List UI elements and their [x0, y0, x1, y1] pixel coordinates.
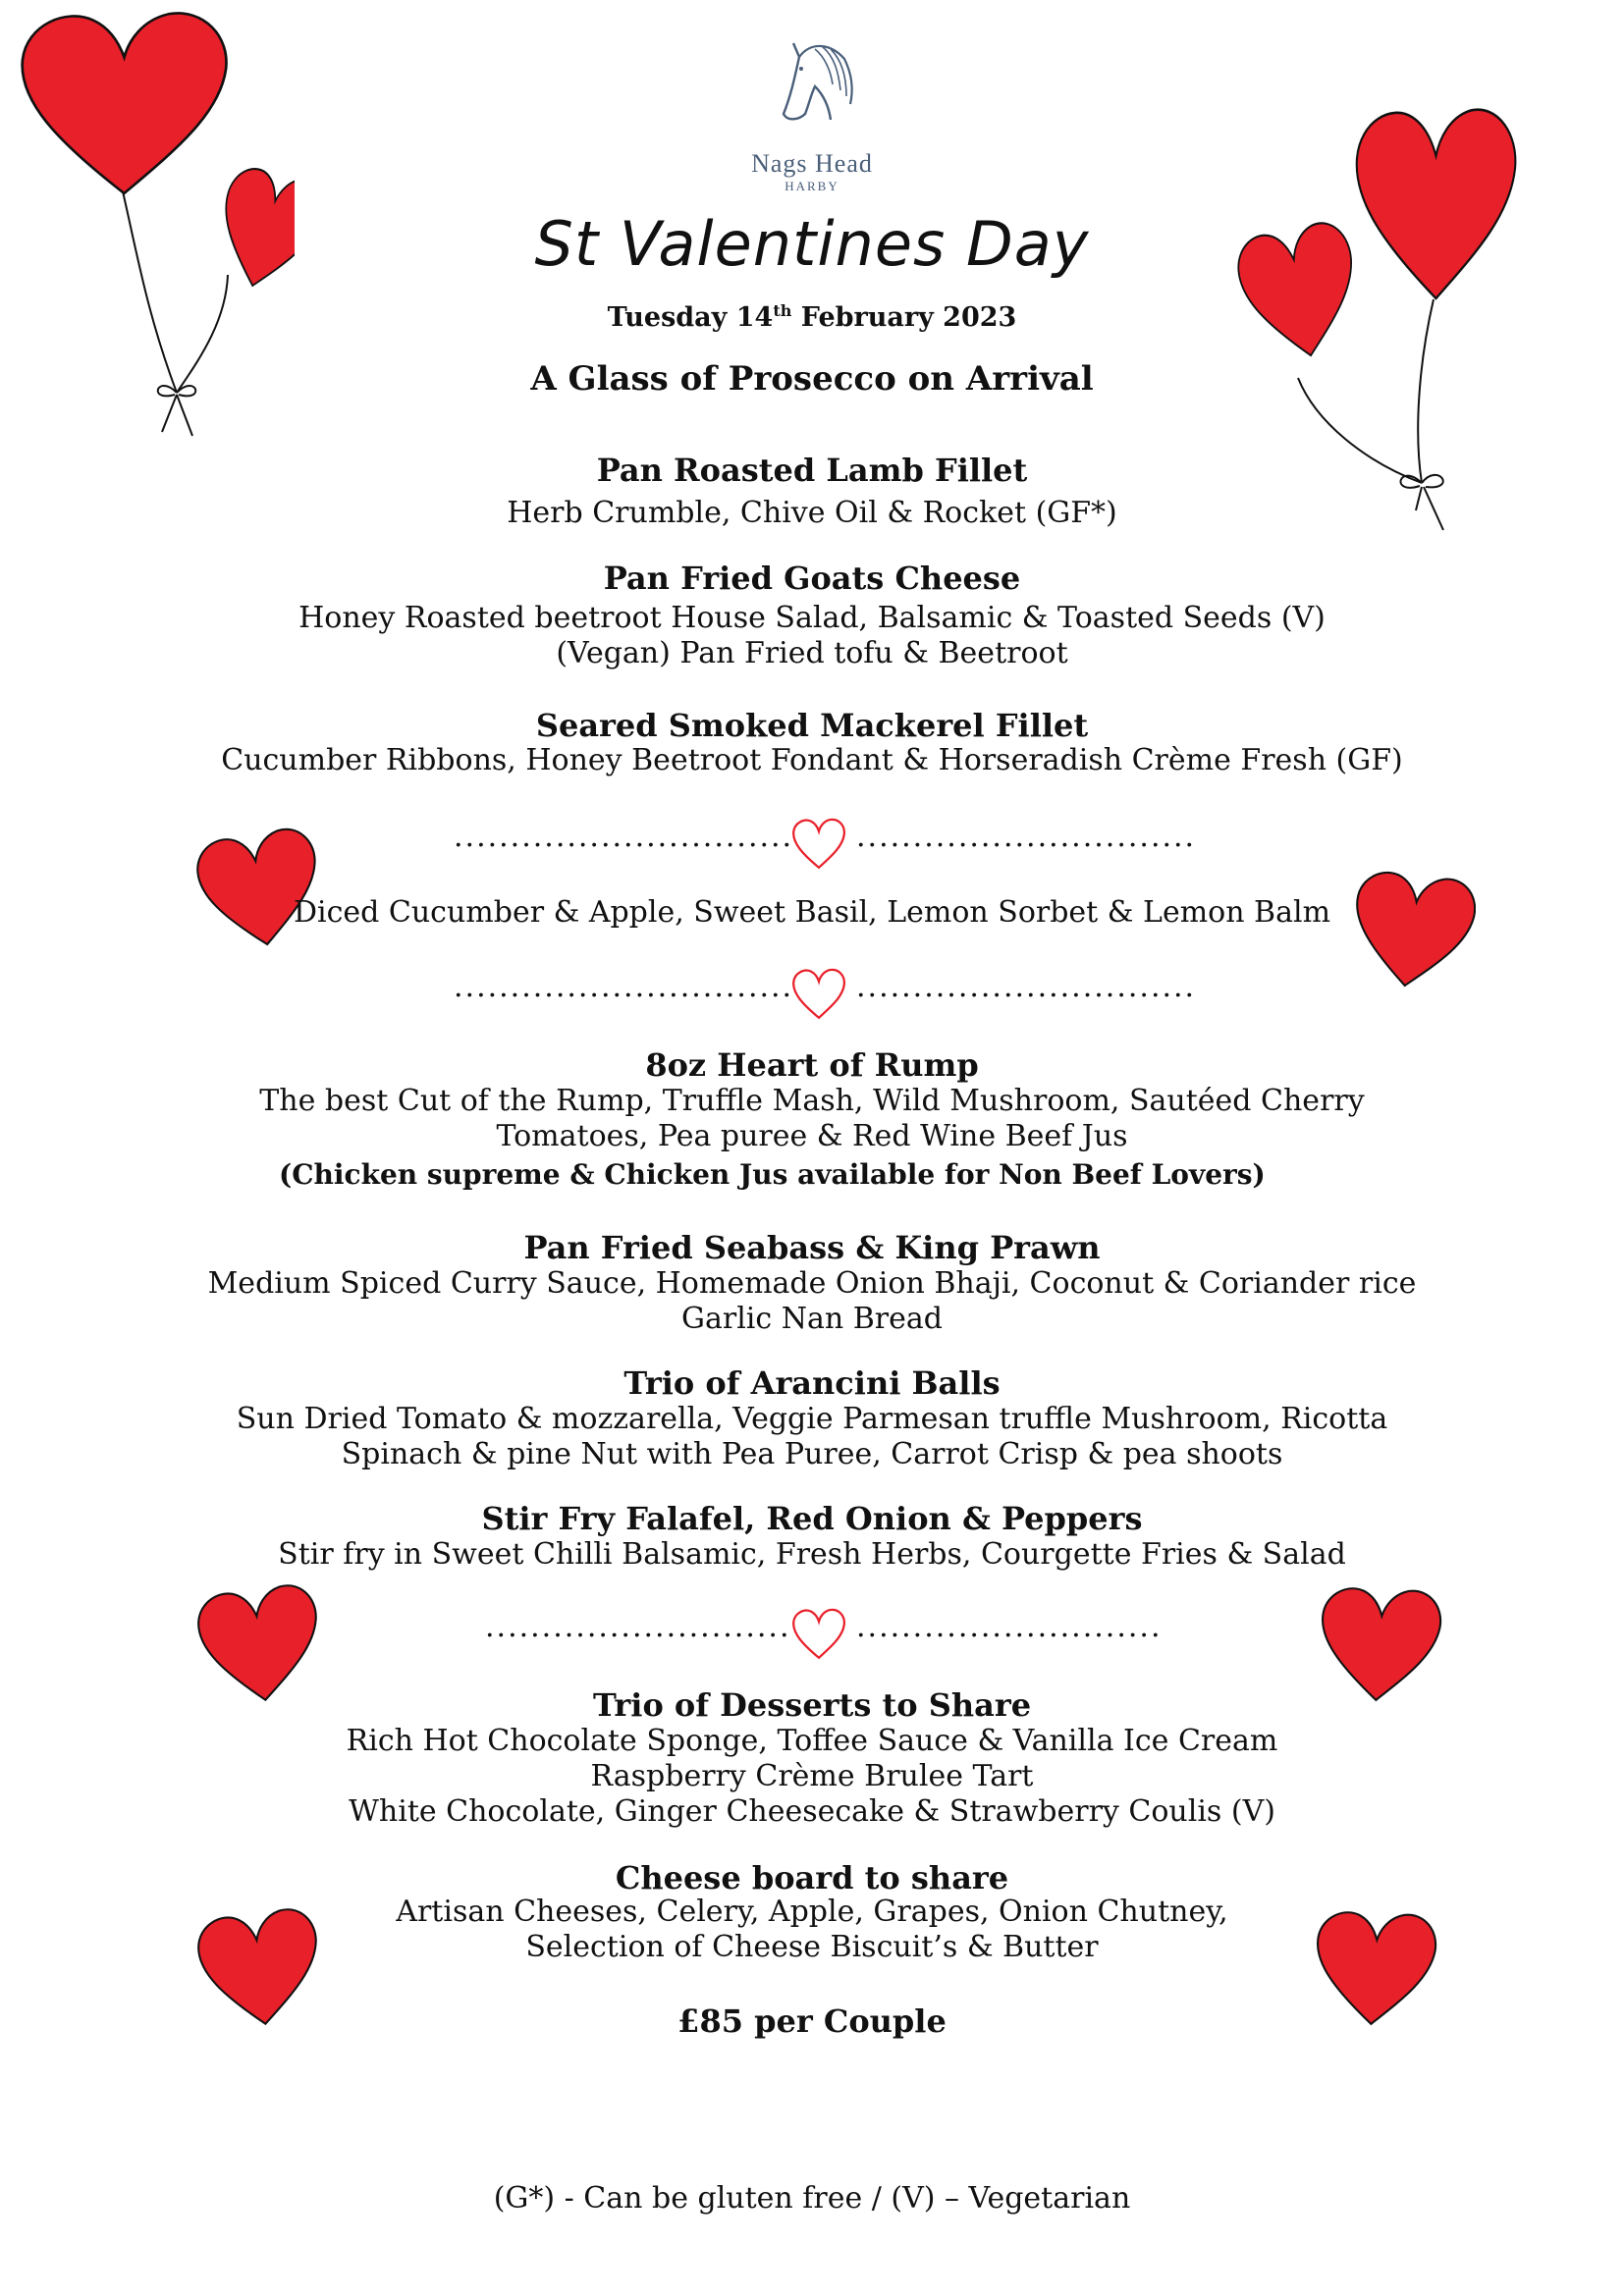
dish-description: Artisan Cheeses, Celery, Apple, Grapes, Onion Chutney, — [396, 1895, 1228, 1929]
dish-description: Herb Crumble, Chive Oil & Rocket (GF*) — [507, 496, 1117, 530]
heart-outline-icon — [791, 968, 846, 1021]
dish-name: Pan Roasted Lamb Fillet — [596, 452, 1028, 489]
section-separator: ........................... ........................... — [0, 1610, 1624, 1669]
dish-description: Garlic Nan Bread — [681, 1302, 943, 1336]
heart-outline-icon — [791, 818, 846, 871]
dish-description: Honey Roasted beetroot House Salad, Balsamic & Toasted Seeds (V) — [298, 601, 1326, 635]
dish-name: Trio of Desserts to Share — [592, 1686, 1032, 1724]
dish-name: Trio of Arancini Balls — [623, 1364, 1001, 1402]
event-date: Tuesday 14th February 2023 — [607, 301, 1017, 333]
dish-description: Cucumber Ribbons, Honey Beetroot Fondant & Horseradish Crème Fresh (GF) — [221, 743, 1403, 777]
brand-location: HARBY — [785, 179, 839, 193]
dish-description: Rich Hot Chocolate Sponge, Toffee Sauce & Vanilla Ice Cream — [346, 1724, 1278, 1758]
arrival-drink: A Glass of Prosecco on Arrival — [530, 359, 1094, 399]
heart-icon — [196, 823, 324, 965]
dish-description: White Chocolate, Ginger Cheesecake & Strawberry Coulis (V) — [349, 1794, 1275, 1829]
dish-name: Pan Fried Seabass & King Prawn — [523, 1229, 1101, 1266]
dish-description: Stir fry in Sweet Chilli Balsamic, Fresh Herbs, Courgette Fries & Salad — [278, 1537, 1346, 1572]
palate-cleanser: Diced Cucumber & Apple, Sweet Basil, Lemon Sorbet & Lemon Balm — [293, 895, 1331, 930]
dish-description: The best Cut of the Rump, Truffle Mash, Wild Mushroom, Sautéed Cherry — [259, 1084, 1365, 1118]
dish-name: 8oz Heart of Rump — [645, 1046, 979, 1084]
heart-outline-icon — [791, 1608, 846, 1661]
dietary-key: (G*) - Can be gluten free / (V) – Vegetarian — [493, 2181, 1131, 2216]
price: £85 per Couple — [677, 2002, 947, 2040]
dish-note: (Chicken supreme & Chicken Jus available for Non Beef Lovers) — [279, 1158, 1266, 1191]
brand-name: Nags Head — [751, 149, 873, 178]
dish-name: Pan Fried Goats Cheese — [603, 560, 1021, 597]
horse-logo-icon — [766, 35, 864, 133]
dish-name: Cheese board to share — [615, 1859, 1009, 1896]
dish-name: Stir Fry Falafel, Red Onion & Peppers — [481, 1500, 1143, 1537]
dish-description: Medium Spiced Curry Sauce, Homemade Onion Bhaji, Coconut & Coriander rice — [207, 1266, 1417, 1301]
dish-description: Selection of Cheese Biscuit’s & Butter — [525, 1930, 1099, 1964]
section-separator: .............................. .............................. — [0, 970, 1624, 1029]
dish-description: Sun Dried Tomato & mozzarella, Veggie Parmesan truffle Mushroom, Ricotta — [236, 1402, 1388, 1436]
page-title: St Valentines Day — [534, 208, 1090, 280]
dish-description: Tomatoes, Pea puree & Red Wine Beef Jus — [496, 1119, 1128, 1153]
dish-description: (Vegan) Pan Fried tofu & Beetroot — [556, 636, 1068, 670]
dish-description: Spinach & pine Nut with Pea Puree, Carrot Crisp & pea shoots — [341, 1437, 1283, 1471]
dish-name: Seared Smoked Mackerel Fillet — [535, 707, 1089, 744]
dish-description: Raspberry Crème Brulee Tart — [590, 1759, 1034, 1793]
section-separator: .............................. .............................. — [0, 820, 1624, 879]
